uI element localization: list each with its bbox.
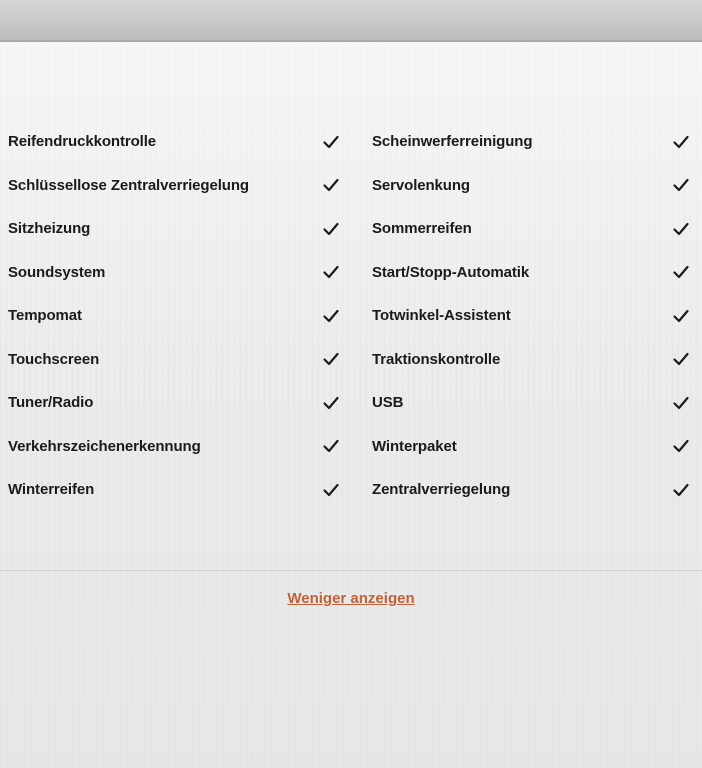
feature-row [372, 120, 690, 164]
feature-row [372, 164, 690, 208]
check-icon [322, 350, 340, 368]
section-divider [0, 570, 702, 571]
feature-label: Start/Stopp-Automatik [372, 263, 530, 281]
feature-label: Reifendruckkontrolle [8, 133, 157, 151]
show-less-link[interactable]: Weniger anzeigen [287, 590, 415, 607]
check-icon [322, 176, 340, 194]
show-less-container [0, 590, 702, 608]
feature-row [8, 164, 340, 208]
check-icon [672, 133, 690, 151]
feature-row [372, 251, 690, 295]
check-icon [672, 263, 690, 281]
feature-label: Soundsystem [8, 263, 106, 281]
check-icon [672, 437, 690, 455]
feature-row [8, 120, 340, 164]
feature-label: Sommerreifen [372, 220, 472, 238]
feature-label: Totwinkel-Assistent [372, 307, 511, 325]
feature-label: Winterpaket [372, 437, 457, 455]
check-icon [322, 307, 340, 325]
check-icon [672, 176, 690, 194]
check-icon [322, 133, 340, 151]
check-icon [672, 220, 690, 238]
feature-label: Servolenkung [372, 176, 470, 194]
feature-label: Winterreifen [8, 481, 95, 499]
check-icon [322, 394, 340, 412]
feature-row [8, 294, 340, 338]
feature-column-right [372, 120, 690, 512]
feature-label: USB [372, 394, 404, 412]
feature-row [8, 425, 340, 469]
feature-row [372, 381, 690, 425]
top-bar [0, 0, 702, 42]
feature-label: Tuner/Radio [8, 394, 94, 412]
feature-label: Verkehrszeichenerkennung [8, 437, 201, 455]
feature-row [372, 468, 690, 512]
check-icon [322, 220, 340, 238]
feature-label: Tempomat [8, 307, 82, 325]
feature-label: Zentralverriegelung [372, 481, 511, 499]
feature-label: Touchscreen [8, 350, 100, 368]
feature-label: Schlüssellose Zentralverriegelung [8, 176, 249, 194]
feature-column-left [8, 120, 340, 512]
feature-row [8, 207, 340, 251]
check-icon [672, 481, 690, 499]
feature-row [8, 381, 340, 425]
check-icon [672, 394, 690, 412]
feature-label: Sitzheizung [8, 220, 91, 238]
feature-row [8, 468, 340, 512]
feature-label: Traktionskontrolle [372, 350, 501, 368]
check-icon [322, 437, 340, 455]
feature-row [8, 338, 340, 382]
feature-row [372, 294, 690, 338]
feature-label: Scheinwerferreinigung [372, 133, 533, 151]
check-icon [322, 263, 340, 281]
feature-row [372, 338, 690, 382]
check-icon [672, 307, 690, 325]
check-icon [672, 350, 690, 368]
feature-row [372, 207, 690, 251]
check-icon [322, 481, 340, 499]
feature-row [8, 251, 340, 295]
feature-row [372, 425, 690, 469]
